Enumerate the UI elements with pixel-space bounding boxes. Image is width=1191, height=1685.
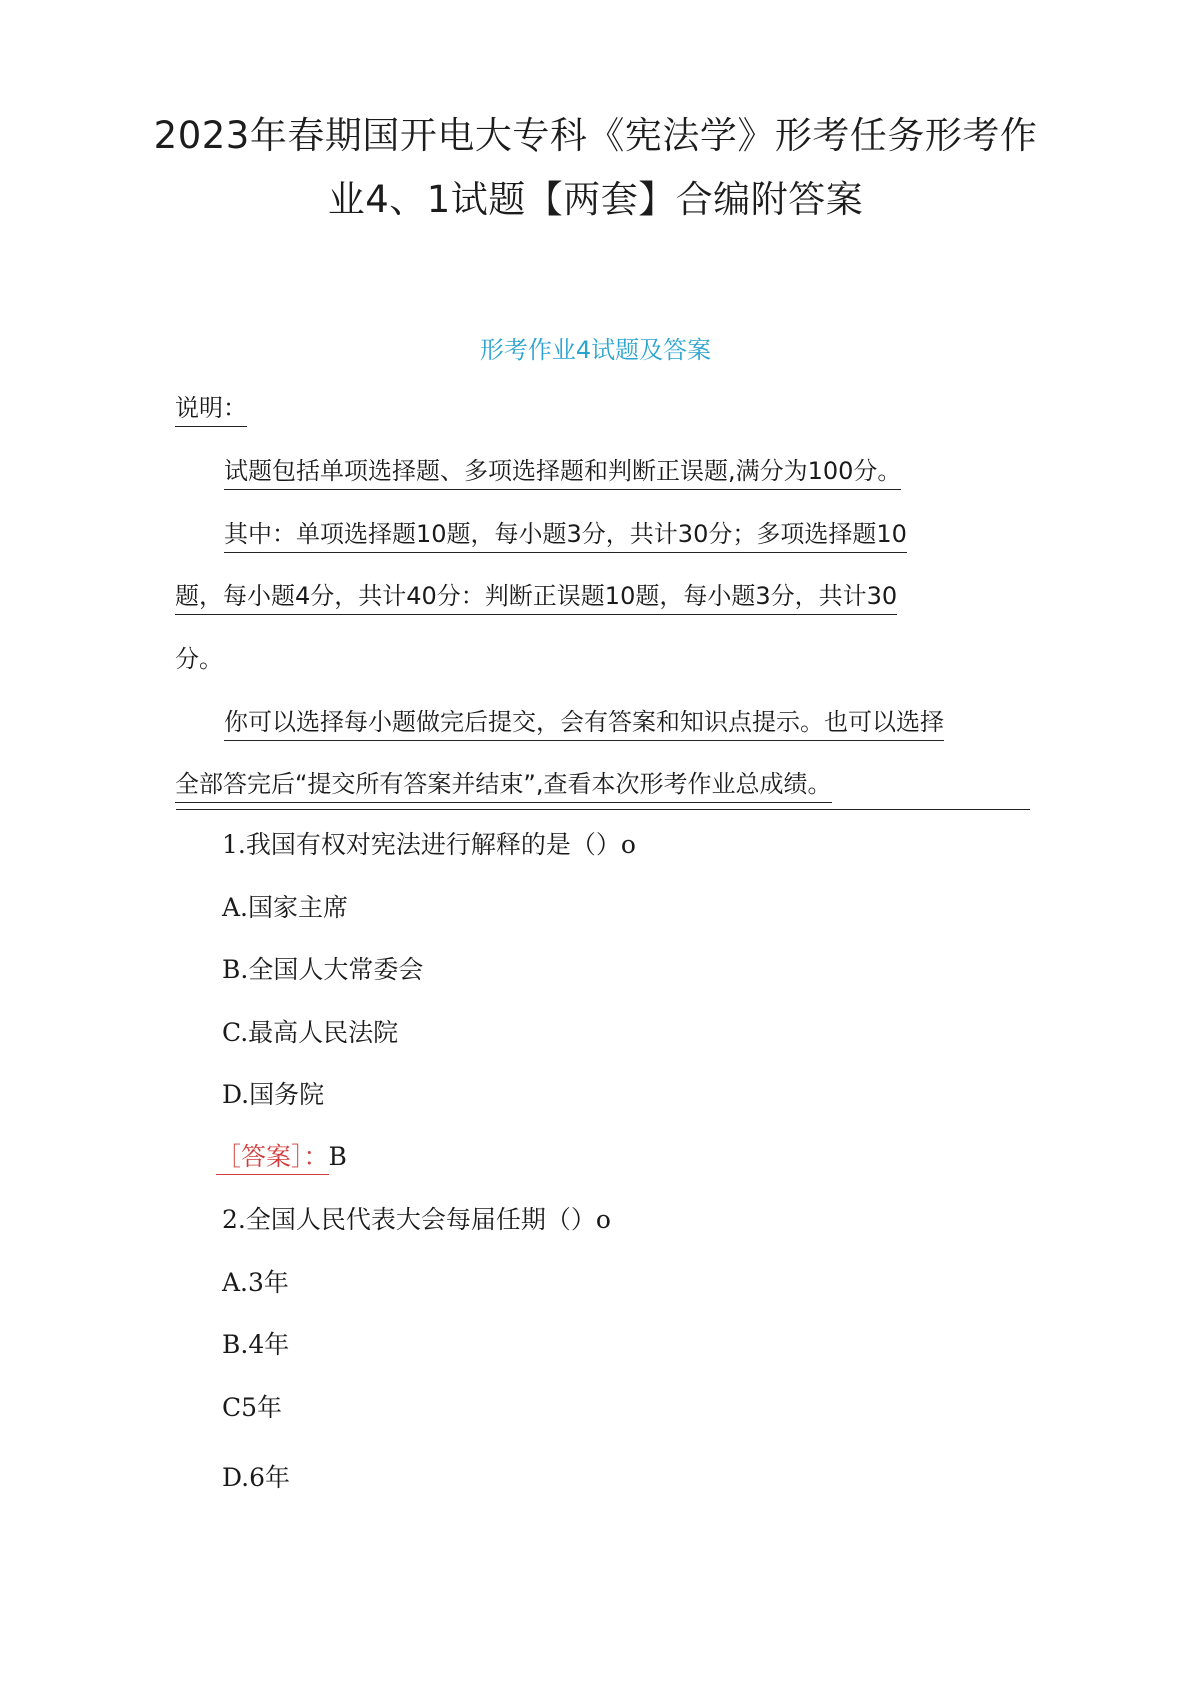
instructions-para-1-text: 试题包括单项选择题、多项选择题和判断正误题,满分为100分。 [224,457,901,490]
instructions-para-2-line-2-text: 题，每小题4分，共计40分：判断正误题10题，每小题3分，共计30 [175,582,897,615]
document-title-line-2: 业4、1试题【两套】合编附答案 [327,178,864,221]
divider-rule [176,809,1030,810]
instructions-para-3-line-2-text: 全部答完后“提交所有答案并结束”,查看本次形考作业总成绩。 [175,770,832,803]
instructions-label-text: 说明： [175,394,247,427]
instructions-para-2-line-1 [224,518,907,550]
question-1-option-a: A.国家主席 [222,893,349,922]
document-title-line-1: 2023年春期国开电大专科《宪法学》形考任务形考作 [153,114,1038,157]
question-2-stem: 2.全国人民代表大会每届任期（）o [222,1205,611,1234]
instructions-para-3-line-2 [175,768,832,800]
answer-label: ［答案］： [216,1142,329,1175]
section-title: 形考作业4试题及答案 [479,336,712,364]
question-1-option-b: B.全国人大常委会 [222,955,424,984]
instructions-para-3-line-1-text: 你可以选择每小题做完后提交，会有答案和知识点提示。也可以选择 [224,708,944,741]
instructions-para-2-line-3: 分。 [175,645,223,673]
instructions-para-2-line-1-text: 其中：单项选择题10题，每小题3分，共计30分；多项选择题10 [224,520,907,553]
question-1-option-c: C.最高人民法院 [222,1018,399,1047]
question-1-option-d: D.国务院 [222,1080,325,1109]
question-2-option-b: B.4年 [222,1330,290,1359]
instructions-para-3-line-1 [224,706,944,738]
instructions-para-1 [224,455,901,487]
question-2-option-c: C5年 [222,1393,283,1422]
answer-value: B [328,1142,347,1171]
instructions-label [175,392,247,424]
question-1-stem: 1.我国有权对宪法进行解释的是（）o [222,830,636,859]
question-1-answer [216,1140,347,1174]
instructions-para-2-line-2 [175,580,897,612]
question-2-option-a: A.3年 [222,1268,289,1297]
question-2-option-d: D.6年 [222,1463,291,1492]
